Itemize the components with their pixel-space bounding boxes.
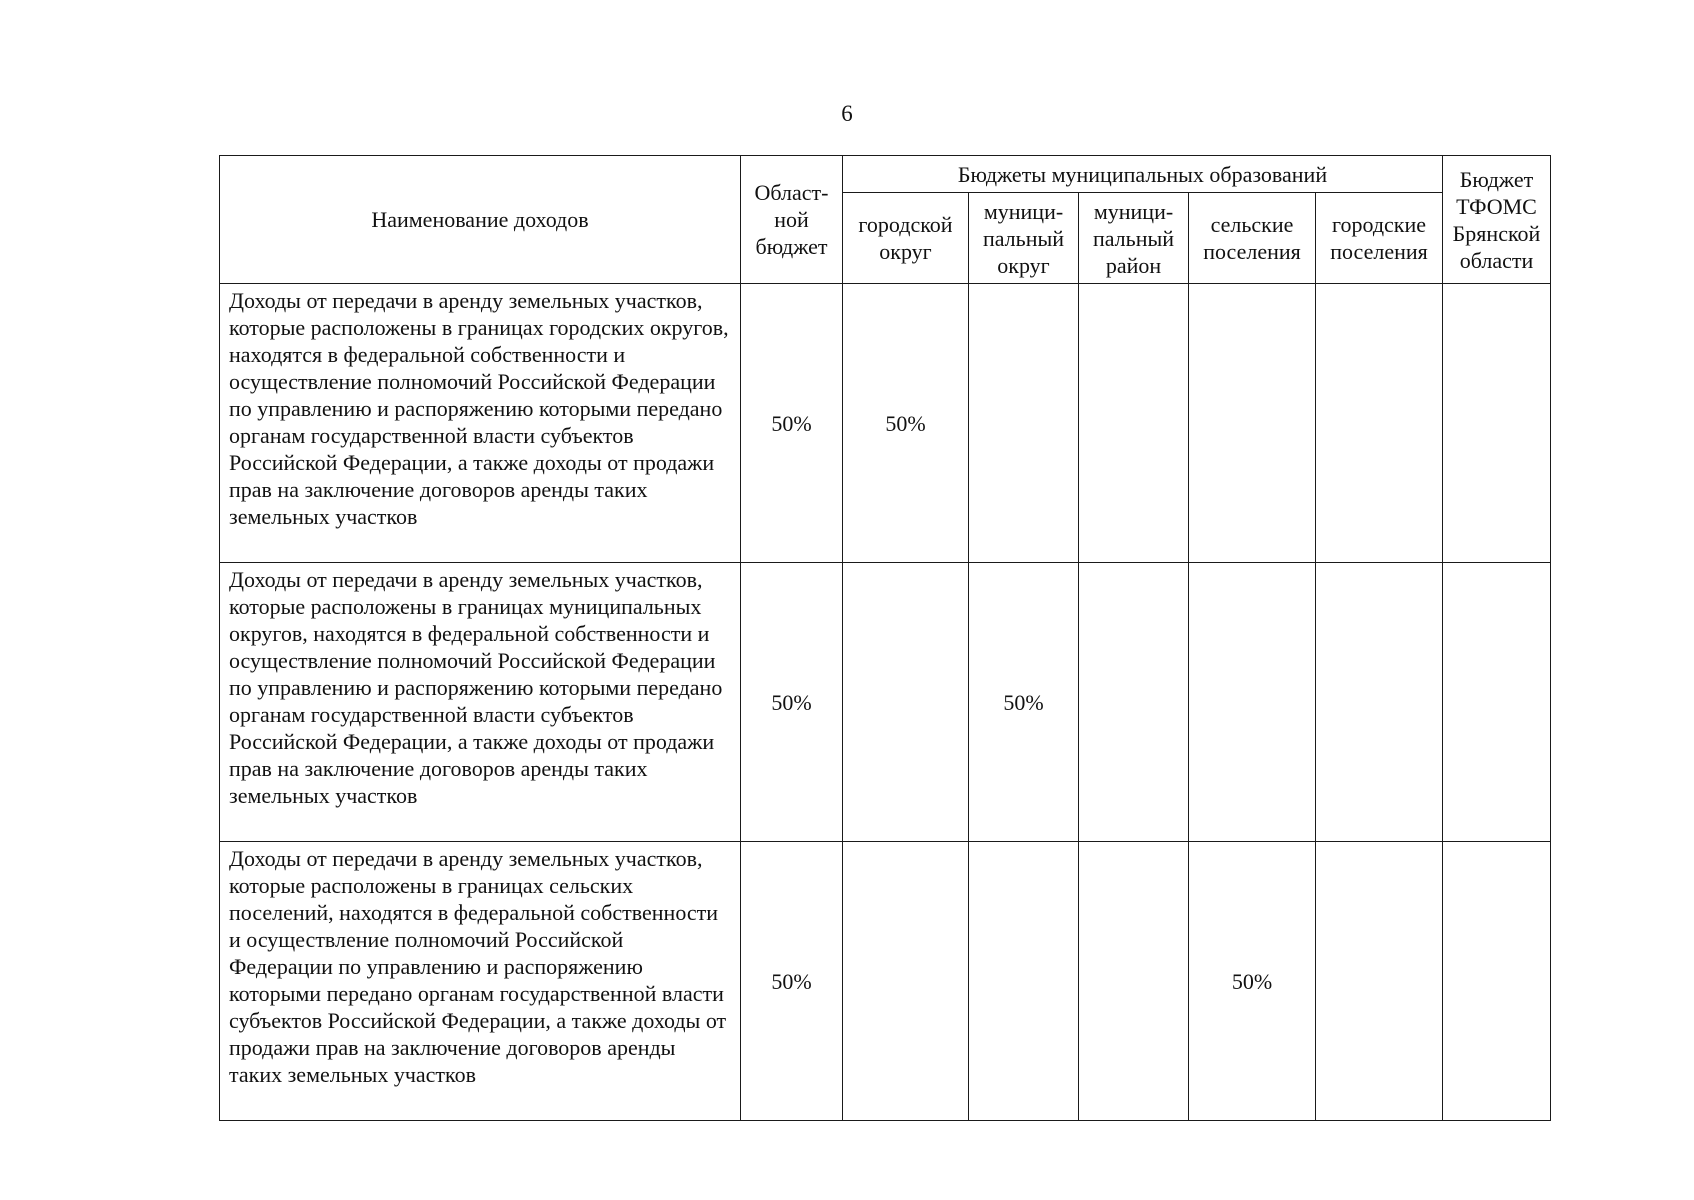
- income-name-cell: Доходы от передачи в аренду земельных участков, которые расположены в границах сельских поселений, находятся в федеральной собственности и осуществление полномочий Российской Федерации по управлению и распоряжению которыми передано органам государственной власти субъектов Российской Федерации, а также доходы от продажи прав на заключение договоров аренды таких земельных участков: [220, 842, 741, 1121]
- urban-settlements-share-cell: [1316, 284, 1443, 563]
- regional-share-cell: 50%: [741, 563, 843, 842]
- header-income-name: Наименование доходов: [220, 156, 741, 284]
- header-rural-settlements: сельские поселения: [1189, 193, 1316, 284]
- city-district-share-cell: [843, 842, 969, 1121]
- regional-share-cell: 50%: [741, 284, 843, 563]
- urban-settlements-share-cell: [1316, 563, 1443, 842]
- table-row: [220, 842, 1551, 1121]
- header-regional-budget: Област- ной бюджет: [741, 156, 843, 284]
- page-number: 6: [841, 101, 853, 126]
- table-row: [220, 284, 1551, 563]
- municipal-okrug-share-cell: [969, 842, 1079, 1121]
- rural-settlements-share-cell: [1189, 563, 1316, 842]
- income-name-cell: Доходы от передачи в аренду земельных участков, которые расположены в границах муниципальных округов, находятся в федеральной собственности и осуществление полномочий Российской Федерации по управлению и распоряжению которыми передано органам государственной власти субъектов Российской Федерации, а также доходы от продажи прав на заключение договоров аренды таких земельных участков: [220, 563, 741, 842]
- header-row: [220, 156, 1551, 193]
- income-distribution-table: [219, 155, 1551, 1121]
- municipal-rayon-share-cell: [1079, 563, 1189, 842]
- header-municipal-rayon: муници- пальный район: [1079, 193, 1189, 284]
- urban-settlements-share-cell: [1316, 842, 1443, 1121]
- tfoms-share-cell: [1443, 842, 1551, 1121]
- header-tfoms-budget: Бюджет ТФОМС Брянской области: [1443, 156, 1551, 284]
- rural-settlements-share-cell: 50%: [1189, 842, 1316, 1121]
- tfoms-share-cell: [1443, 563, 1551, 842]
- municipal-rayon-share-cell: [1079, 284, 1189, 563]
- municipal-rayon-share-cell: [1079, 842, 1189, 1121]
- table-row: [220, 563, 1551, 842]
- income-name-cell: Доходы от передачи в аренду земельных участков, которые расположены в границах городских округов, находятся в федеральной собственности и осуществление полномочий Российской Федерации по управлению и распоряжению которыми передано органам государственной власти субъектов Российской Федерации, а также доходы от продажи прав на заключение договоров аренды таких земельных участков: [220, 284, 741, 563]
- city-district-share-cell: 50%: [843, 284, 969, 563]
- header-city-district: городской округ: [843, 193, 969, 284]
- municipal-okrug-share-cell: [969, 284, 1079, 563]
- tfoms-share-cell: [1443, 284, 1551, 563]
- rural-settlements-share-cell: [1189, 284, 1316, 563]
- header-urban-settlements: городские поселения: [1316, 193, 1443, 284]
- city-district-share-cell: [843, 563, 969, 842]
- header-municipal-budgets: Бюджеты муниципальных образований: [843, 156, 1443, 193]
- header-municipal-okrug: муници- пальный округ: [969, 193, 1079, 284]
- municipal-okrug-share-cell: 50%: [969, 563, 1079, 842]
- regional-share-cell: 50%: [741, 842, 843, 1121]
